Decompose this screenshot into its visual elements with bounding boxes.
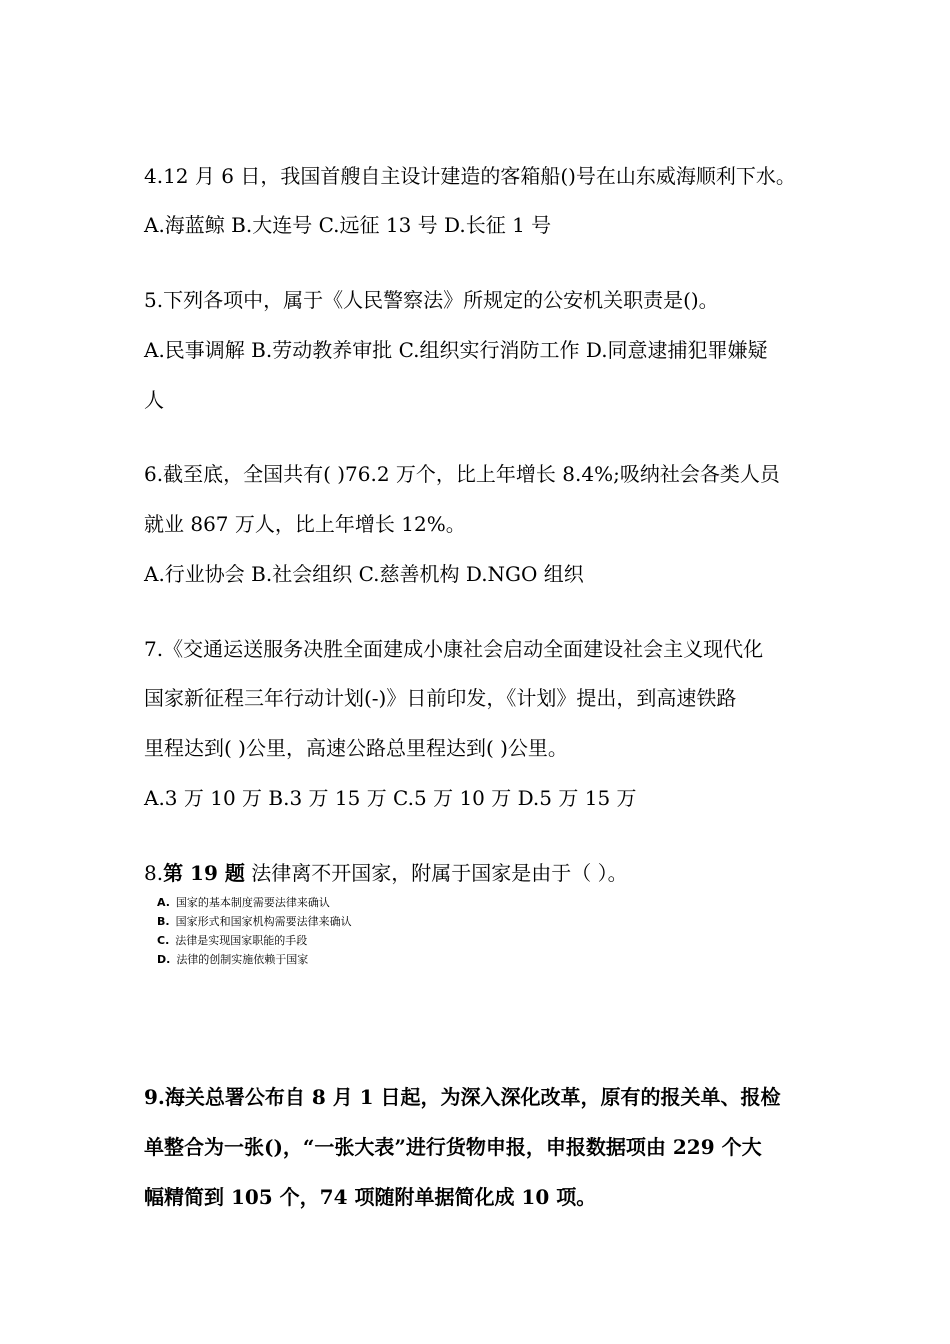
q7-options: A.3 万 10 万 B.3 万 15 万 C.5 万 10 万 D.5 万 15 万	[144, 786, 637, 810]
q8-option-text: 国家的基本制度需要法律来确认	[175, 896, 330, 909]
q8-option-label: C.	[157, 934, 170, 947]
q8-number: 8.	[144, 861, 164, 885]
q6-options: A.行业协会 B.社会组织 C.慈善机构 D.NGO 组织	[144, 562, 584, 586]
q5-options-line1: A.民事调解 B.劳动教养审批 C.组织实行消防工作 D.同意逮捕犯罪嫌疑	[144, 338, 768, 362]
q8-stem	[144, 859, 814, 887]
q8-option-label: A.	[157, 896, 170, 909]
q4-stem: 4.12 月 6 日，我国首艘自主设计建造的客箱船()号在山东威海顺利下水。	[144, 164, 796, 188]
q4-options: A.海蓝鲸 B.大连号 C.远征 13 号 D.长征 1 号	[144, 213, 552, 237]
q5-stem: 5.下列各项中，属于《人民警察法》所规定的公安机关职责是()。	[144, 288, 719, 312]
q8-option-text: 法律的创制实施依赖于国家	[176, 953, 309, 966]
q9-stem-line1: 9.海关总署公布自 8 月 1 日起，为深入深化改革，原有的报关单、报检	[144, 1085, 781, 1109]
q8-option-a	[157, 894, 557, 912]
q8-option-d	[157, 951, 557, 969]
q9-stem-line2: 单整合为一张()，“一张大表”进行货物申报，申报数据项由 229 个大	[144, 1135, 762, 1159]
q9-stem-line3: 幅精简到 105 个，74 项随附单据简化成 10 项。	[144, 1185, 597, 1209]
q8-option-text: 国家形式和国家机构需要法律来确认	[175, 915, 352, 928]
q7-stem-line3: 里程达到( )公里，高速公路总里程达到( )公里。	[144, 736, 568, 760]
q7-stem-line2: 国家新征程三年行动计划(-)》日前印发，《计划》提出，到高速铁路	[144, 686, 737, 710]
q6-stem-line2: 就业 867 万人，比上年增长 12%。	[144, 512, 466, 536]
q8-option-label: D.	[157, 953, 171, 966]
q6-stem-line1: 6.截至底，全国共有( )76.2 万个，比上年增长 8.4%;吸纳社会各类人员	[144, 462, 780, 486]
q5-options-line2: 人	[144, 388, 164, 412]
q8-option-b	[157, 913, 557, 931]
q8-option-label: B.	[157, 915, 170, 928]
q7-stem-line1: 7.《交通运送服务决胜全面建成小康社会启动全面建设社会主义现代化	[144, 637, 764, 661]
q8-option-text: 法律是实现国家职能的手段	[175, 934, 308, 947]
q8-stem-text: 法律离不开国家，附属于国家是由于（ ）。	[244, 861, 628, 885]
q8-option-c	[157, 932, 557, 950]
q8-bold-label: 第 19 题	[163, 861, 245, 885]
